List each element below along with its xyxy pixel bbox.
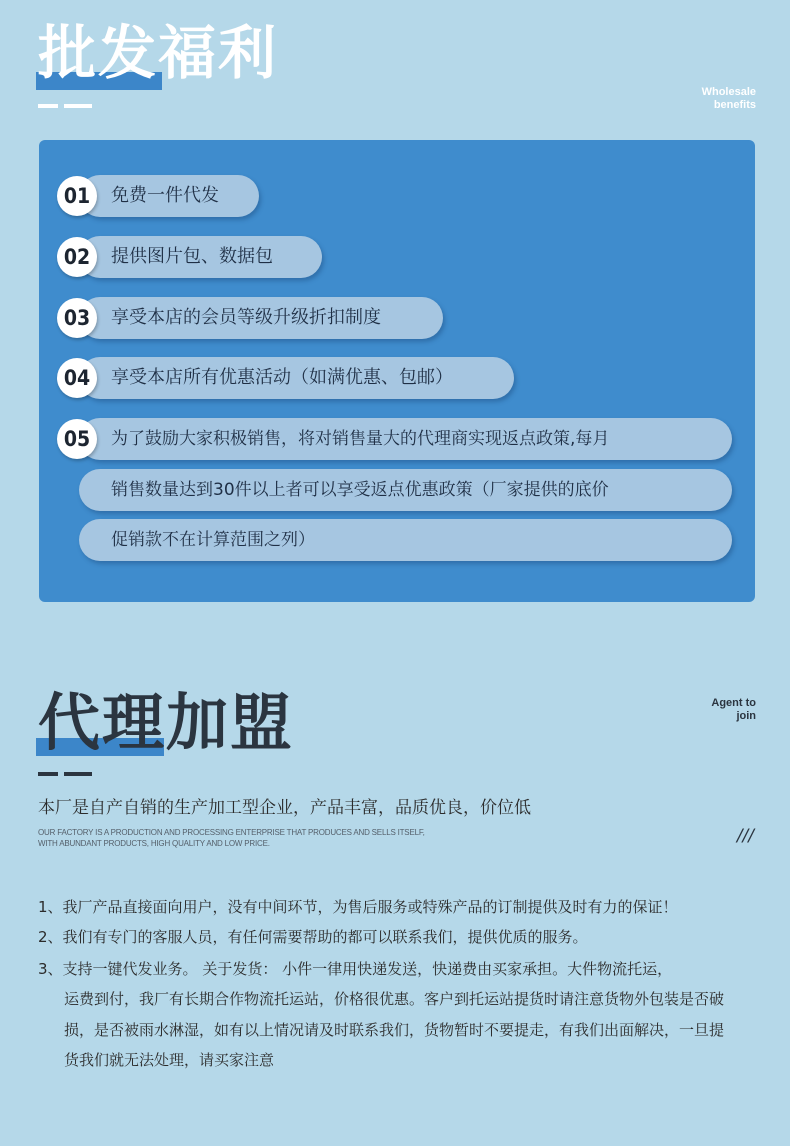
wholesale-title: 批发福利	[38, 19, 279, 87]
number-badge: 01	[57, 176, 97, 216]
subtitle-line: Agent to	[711, 697, 756, 709]
benefit-text: 为了鼓励大家积极销售，将对销售量大的代理商实现返点政策,每月	[111, 429, 610, 449]
wholesale-subtitle-en	[702, 86, 756, 112]
benefit-item-5-cont	[79, 519, 732, 561]
benefit-text: 享受本店所有优惠活动（如满优惠、包邮）	[111, 367, 453, 388]
agent-title: 代理加盟	[38, 686, 295, 759]
decorative-slashes: ///	[736, 826, 754, 846]
title-dash	[64, 772, 92, 776]
benefit-item-3	[79, 297, 443, 339]
subtitle-line: Wholesale	[701, 86, 756, 98]
agent-point-3-cont: 货我们就无法处理，请买家注意	[64, 1051, 275, 1069]
benefit-item-4	[79, 357, 514, 399]
agent-point-2: 2、我们有专门的客服人员，有任何需要帮助的都可以联系我们，提供优质的服务。	[38, 928, 588, 946]
benefits-card	[39, 140, 755, 602]
benefit-item-5-cont	[79, 469, 732, 511]
benefit-text: 销售数量达到30件以上者可以享受返点优惠政策（厂家提供的底价	[111, 480, 609, 500]
agent-point-3-cont: 运费到付，我厂有长期合作物流托运站，价格很优惠。客户到托运站提货时请注意货物外包装是否破	[64, 990, 725, 1008]
benefit-text: 享受本店的会员等级升级折扣制度	[111, 307, 381, 328]
benefit-item-1	[79, 175, 259, 217]
benefit-text: 促销款不在计算范围之列）	[111, 530, 315, 550]
benefit-item-5	[79, 418, 732, 460]
subtitle-line: join	[736, 710, 756, 722]
number-badge: 03	[57, 298, 97, 338]
title-dash	[38, 104, 58, 108]
number-badge: 04	[57, 358, 97, 398]
agent-point-3-cont: 损，是否被雨水淋湿，如有以上情况请及时联系我们，货物暂时不要提走，有我们出面解决，一旦提	[64, 1021, 725, 1039]
title-dash	[64, 104, 92, 108]
agent-intro-en	[38, 827, 425, 849]
benefit-item-2	[79, 236, 322, 278]
agent-point-3: 3、支持一键代发业务。 关于发货： 小件一律用快递发送，快递费由买家承担。大件物流托运，	[38, 960, 673, 978]
agent-subtitle-en	[711, 697, 756, 723]
intro-en-line: WITH ABUNDANT PRODUCTS, HIGH QUALITY AND LOW PRICE.	[38, 839, 270, 848]
benefit-text: 免费一件代发	[111, 185, 219, 206]
number-badge: 02	[57, 237, 97, 277]
title-dash	[38, 772, 58, 776]
benefit-text: 提供图片包、数据包	[111, 246, 273, 267]
agent-intro: 本厂是自产自销的生产加工型企业，产品丰富，品质优良，价位低	[38, 798, 531, 818]
subtitle-line: benefits	[713, 99, 756, 111]
agent-point-1: 1、我厂产品直接面向用户，没有中间环节，为售后服务或特殊产品的订制提供及时有力的保证！	[38, 898, 678, 916]
intro-en-line: OUR FACTORY IS A PRODUCTION AND PROCESSING ENTERPRISE THAT PRODUCES AND SELLS ITSELF,	[38, 828, 425, 837]
number-badge: 05	[57, 419, 97, 459]
